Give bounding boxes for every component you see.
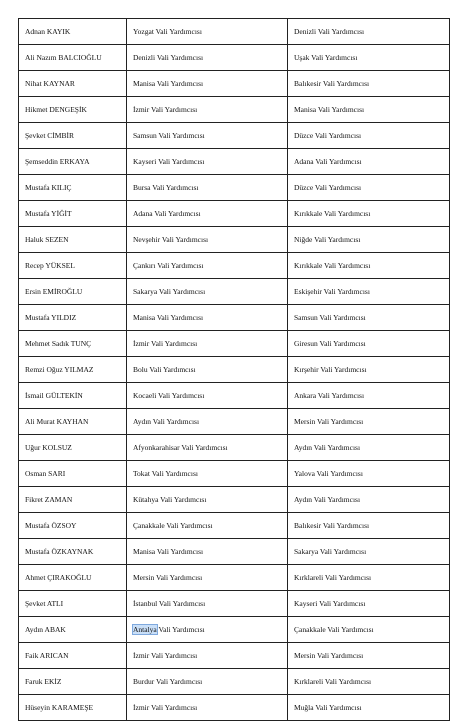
name-cell: Remzi Oğuz YILMAZ bbox=[19, 357, 127, 383]
new-post-cell: Giresun Vali Yardımcısı bbox=[288, 331, 450, 357]
table-row bbox=[19, 513, 450, 539]
table-row bbox=[19, 227, 450, 253]
name-cell: Ahmet ÇIRAKOĞLU bbox=[19, 565, 127, 591]
name-cell: Mustafa ÖZKAYNAK bbox=[19, 539, 127, 565]
new-post-cell: Muğla Vali Yardımcısı bbox=[288, 695, 450, 721]
name-cell: Mustafa KILIÇ bbox=[19, 175, 127, 201]
current-post-cell: Manisa Vali Yardımcısı bbox=[127, 539, 288, 565]
current-post-cell: İzmir Vali Yardımcısı bbox=[127, 643, 288, 669]
table-row bbox=[19, 71, 450, 97]
table-row bbox=[19, 19, 450, 45]
name-cell: Faik ARICAN bbox=[19, 643, 127, 669]
name-cell: Faruk EKİZ bbox=[19, 669, 127, 695]
current-post-cell: Çanakkale Vali Yardımcısı bbox=[127, 513, 288, 539]
new-post-cell: Yalova Vali Yardımcısı bbox=[288, 461, 450, 487]
new-post-cell: Sakarya Vali Yardımcısı bbox=[288, 539, 450, 565]
new-post-cell: Balıkesir Vali Yardımcısı bbox=[288, 71, 450, 97]
name-cell: Hüseyin KARAMEŞE bbox=[19, 695, 127, 721]
current-post-cell: Adana Vali Yardımcısı bbox=[127, 201, 288, 227]
new-post-cell: Kayseri Vali Yardımcısı bbox=[288, 591, 450, 617]
table-row bbox=[19, 487, 450, 513]
table-row bbox=[19, 695, 450, 721]
name-cell: Mustafa YILDIZ bbox=[19, 305, 127, 331]
new-post-cell: Manisa Vali Yardımcısı bbox=[288, 97, 450, 123]
current-post-cell: İzmir Vali Yardımcısı bbox=[127, 695, 288, 721]
new-post-cell: Mersin Vali Yardımcısı bbox=[288, 409, 450, 435]
name-cell: Haluk SEZEN bbox=[19, 227, 127, 253]
current-post-cell: Denizli Vali Yardımcısı bbox=[127, 45, 288, 71]
table-row bbox=[19, 409, 450, 435]
new-post-cell: Niğde Vali Yardımcısı bbox=[288, 227, 450, 253]
table-row bbox=[19, 97, 450, 123]
new-post-cell: Mersin Vali Yardımcısı bbox=[288, 643, 450, 669]
current-post-cell: Bursa Vali Yardımcısı bbox=[127, 175, 288, 201]
current-post-cell: Aydın Vali Yardımcısı bbox=[127, 409, 288, 435]
new-post-cell: Kırıkkale Vali Yardımcısı bbox=[288, 201, 450, 227]
name-cell: Osman SARI bbox=[19, 461, 127, 487]
current-post-cell: İzmir Vali Yardımcısı bbox=[127, 97, 288, 123]
current-post-text: Vali Yardımcısı bbox=[156, 625, 205, 634]
current-post-cell bbox=[127, 617, 288, 643]
table-row bbox=[19, 149, 450, 175]
name-cell: Hikmet DENGEŞİK bbox=[19, 97, 127, 123]
new-post-cell: Düzce Vali Yardımcısı bbox=[288, 175, 450, 201]
table-row bbox=[19, 617, 450, 643]
current-post-cell: Çankırı Vali Yardımcısı bbox=[127, 253, 288, 279]
current-post-cell: İzmir Vali Yardımcısı bbox=[127, 331, 288, 357]
table-row bbox=[19, 435, 450, 461]
name-cell: Recep YÜKSEL bbox=[19, 253, 127, 279]
selected-text-highlight[interactable]: Antalya bbox=[133, 625, 157, 634]
current-post-cell: Kocaeli Vali Yardımcısı bbox=[127, 383, 288, 409]
new-post-cell: Kırklareli Vali Yardımcısı bbox=[288, 565, 450, 591]
current-post-cell: Afyonkarahisar Vali Yardımcısı bbox=[127, 435, 288, 461]
table-row bbox=[19, 643, 450, 669]
current-post-cell: Manisa Vali Yardımcısı bbox=[127, 305, 288, 331]
table-row bbox=[19, 201, 450, 227]
table-row bbox=[19, 383, 450, 409]
name-cell: İsmail GÜLTEKİN bbox=[19, 383, 127, 409]
table-row bbox=[19, 591, 450, 617]
table-row bbox=[19, 357, 450, 383]
new-post-cell: Ankara Vali Yardımcısı bbox=[288, 383, 450, 409]
name-cell: Nihat KAYNAR bbox=[19, 71, 127, 97]
name-cell: Fikret ZAMAN bbox=[19, 487, 127, 513]
name-cell: Şevket ATLI bbox=[19, 591, 127, 617]
appointment-table bbox=[18, 18, 450, 721]
current-post-cell: Bolu Vali Yardımcısı bbox=[127, 357, 288, 383]
current-post-cell: Manisa Vali Yardımcısı bbox=[127, 71, 288, 97]
table-body bbox=[19, 19, 450, 721]
table-row bbox=[19, 175, 450, 201]
new-post-cell: Kırklareli Vali Yardımcısı bbox=[288, 669, 450, 695]
name-cell: Ali Nazım BALCIOĞLU bbox=[19, 45, 127, 71]
table-row bbox=[19, 331, 450, 357]
current-post-cell: Mersin Vali Yardımcısı bbox=[127, 565, 288, 591]
new-post-cell: Uşak Vali Yardımcısı bbox=[288, 45, 450, 71]
new-post-cell: Kırşehir Vali Yardımcısı bbox=[288, 357, 450, 383]
new-post-cell: Eskişehir Vali Yardımcısı bbox=[288, 279, 450, 305]
current-post-cell: Samsun Vali Yardımcısı bbox=[127, 123, 288, 149]
new-post-cell: Denizli Vali Yardımcısı bbox=[288, 19, 450, 45]
name-cell: Uğur KOLSUZ bbox=[19, 435, 127, 461]
new-post-cell: Düzce Vali Yardımcısı bbox=[288, 123, 450, 149]
table-row bbox=[19, 253, 450, 279]
new-post-cell: Çanakkale Vali Yardımcısı bbox=[288, 617, 450, 643]
current-post-cell: Yozgat Vali Yardımcısı bbox=[127, 19, 288, 45]
document-page bbox=[18, 18, 449, 721]
new-post-cell: Aydın Vali Yardımcısı bbox=[288, 435, 450, 461]
table-row bbox=[19, 565, 450, 591]
table-row bbox=[19, 45, 450, 71]
current-post-cell: Tokat Vali Yardımcısı bbox=[127, 461, 288, 487]
new-post-cell: Aydın Vali Yardımcısı bbox=[288, 487, 450, 513]
new-post-cell: Kırıkkale Vali Yardımcısı bbox=[288, 253, 450, 279]
current-post-cell: Sakarya Vali Yardımcısı bbox=[127, 279, 288, 305]
table-row bbox=[19, 539, 450, 565]
name-cell: Şevket CİMBİR bbox=[19, 123, 127, 149]
current-post-cell: Kütahya Vali Yardımcısı bbox=[127, 487, 288, 513]
name-cell: Mehmet Sadık TUNÇ bbox=[19, 331, 127, 357]
current-post-cell: Kayseri Vali Yardımcısı bbox=[127, 149, 288, 175]
name-cell: Ali Murat KAYHAN bbox=[19, 409, 127, 435]
table-row bbox=[19, 461, 450, 487]
table-row bbox=[19, 305, 450, 331]
name-cell: Mustafa ÖZSOY bbox=[19, 513, 127, 539]
new-post-cell: Samsun Vali Yardımcısı bbox=[288, 305, 450, 331]
table-row bbox=[19, 123, 450, 149]
new-post-cell: Balıkesir Vali Yardımcısı bbox=[288, 513, 450, 539]
table-row bbox=[19, 279, 450, 305]
name-cell: Aydın ABAK bbox=[19, 617, 127, 643]
name-cell: Mustafa YİĞİT bbox=[19, 201, 127, 227]
current-post-cell: Burdur Vali Yardımcısı bbox=[127, 669, 288, 695]
current-post-cell: Nevşehir Vali Yardımcısı bbox=[127, 227, 288, 253]
name-cell: Şemseddin ERKAYA bbox=[19, 149, 127, 175]
new-post-cell: Adana Vali Yardımcısı bbox=[288, 149, 450, 175]
current-post-cell: İstanbul Vali Yardımcısı bbox=[127, 591, 288, 617]
name-cell: Adnan KAYIK bbox=[19, 19, 127, 45]
name-cell: Ersin EMİROĞLU bbox=[19, 279, 127, 305]
table-row bbox=[19, 669, 450, 695]
